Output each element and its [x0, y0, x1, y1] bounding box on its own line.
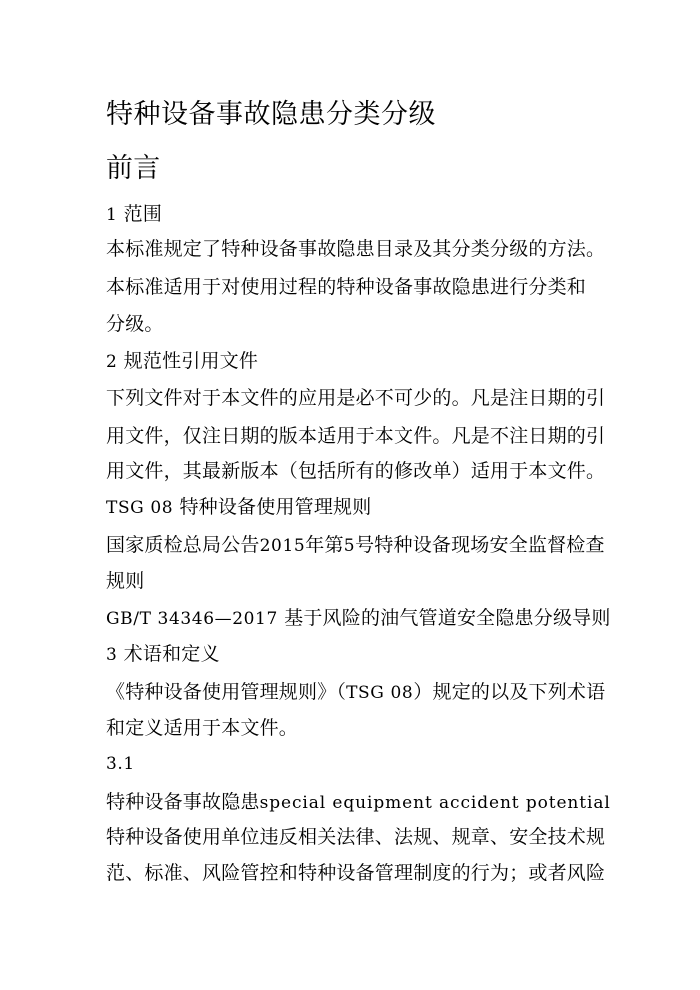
section-3-number: 3: [106, 645, 118, 665]
reference-2-text-e: 号特种设备现场安全监督检查: [355, 534, 605, 556]
reference-2-line-2: 规则: [106, 570, 145, 592]
reference-2-year: 2015: [259, 536, 306, 556]
reference-3: [106, 603, 611, 634]
reference-2-text-c: 年第: [305, 534, 344, 556]
term-english: special equipment accident potential: [259, 793, 611, 813]
reference-1-code: TSG 08: [106, 498, 174, 518]
section-3-title: 术语和定义: [123, 643, 220, 665]
section-2-title: 规范性引用文件: [123, 350, 259, 372]
section-1-title: 范围: [123, 203, 163, 225]
section-1-heading: [106, 199, 162, 230]
reference-1-name: 特种设备使用管理规则: [179, 496, 372, 518]
scope-line-3: 分级。: [106, 313, 164, 335]
references-line-2: 用文件，仅注日期的版本适用于本文件。凡是不注日期的引: [106, 425, 606, 447]
reference-2-text-a: 国家质检总局公告: [106, 534, 260, 556]
term-heading: [106, 787, 611, 818]
term-chinese: 特种设备事故隐患: [106, 791, 260, 813]
terms-text-a: 《特种设备使用管理规则》（: [106, 681, 347, 703]
reference-3-name: 基于风险的油气管道安全隐患分级导则: [284, 607, 611, 629]
preface-heading: 前言: [106, 153, 161, 184]
terms-line-2: 和定义适用于本文件。: [106, 717, 299, 739]
reference-3-code: GB/T 34346—2017: [106, 609, 278, 629]
scope-line-2: 本标准适用于对使用过程的特种设备事故隐患进行分类和: [106, 276, 587, 298]
definition-line-2: 范、标准、风险管控和特种设备管理制度的行为；或者风险: [106, 862, 606, 884]
section-2-number: 2: [106, 352, 118, 372]
scope-line-1: 本标准规定了特种设备事故隐患目录及其分类分级的方法。: [106, 238, 606, 260]
section-1-number: 1: [106, 205, 118, 225]
reference-1: [106, 492, 371, 523]
reference-2-number: 5: [343, 536, 356, 556]
subsection-3-1-number: 3.1: [106, 754, 135, 774]
terms-line-1: [106, 677, 605, 708]
section-2-heading: [106, 346, 258, 377]
definition-line-1: 特种设备使用单位违反相关法律、法规、规章、安全技术规: [106, 826, 606, 848]
reference-2-line-1: [106, 530, 605, 561]
references-line-3: 用文件，其最新版本（包括所有的修改单）适用于本文件。: [106, 460, 606, 482]
terms-code: TSG 08: [346, 683, 414, 703]
terms-text-c: ）规定的以及下列术语: [413, 681, 606, 703]
section-3-heading: [106, 639, 220, 670]
references-line-1: 下列文件对于本文件的应用是必不可少的。凡是注日期的引: [106, 387, 606, 409]
document-title: 特种设备事故隐患分类分级: [106, 99, 436, 130]
